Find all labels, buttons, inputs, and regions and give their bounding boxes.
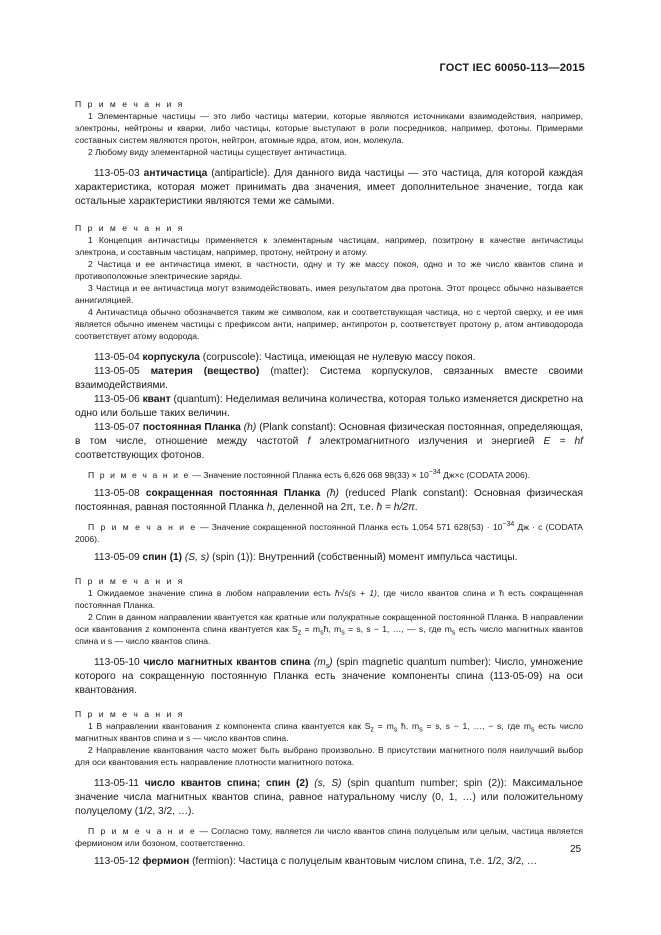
term-number: 113-05-12 xyxy=(94,856,140,867)
exponent: −34 xyxy=(428,469,441,477)
notes-heading: П р и м е ч а н и я xyxy=(75,709,185,719)
note-text: ħ, m xyxy=(397,721,420,731)
note-text: , где число квантов спина и ħ есть сокращенная постоянная Планка. xyxy=(75,588,584,610)
term-definition: (spin (1)): Внутренний (собственный) момент импульса частицы. xyxy=(212,552,518,563)
subscript: z xyxy=(297,629,302,637)
subscript: s xyxy=(419,726,423,734)
term-entry xyxy=(75,487,583,515)
term-entry xyxy=(75,855,583,869)
term-name: античастица xyxy=(143,168,208,179)
term-entry xyxy=(75,351,583,365)
term-entry xyxy=(75,167,583,209)
note-text: = m xyxy=(374,721,394,731)
document-code: ГОСТ IEC 60050-113—2015 xyxy=(439,62,585,74)
term-definition: (spin quantum number; spin (2)): Максимальное значение числа магнитных квантов спина, равное натуральному числу (0, 1, …) или положительному полуцелому (1/2, 3/2, …). xyxy=(75,778,583,817)
note-text: = s, s − 1, …, − s, где m xyxy=(422,721,531,731)
note-text: — Согласно тому, является ли число квантов спина полуцелым или целым, частица является фермионом или бозоном, соответственно. xyxy=(75,826,583,848)
term-symbol: ) xyxy=(329,657,337,668)
note-label: П р и м е ч а н и е xyxy=(88,826,197,836)
subscript: z xyxy=(370,726,375,734)
term-number: 113-05-04 xyxy=(94,352,140,363)
term-symbol: (s, S) xyxy=(308,778,348,789)
term-definition: (reduced Plank constant): Основная физическая постоянная, равная постоянной Планка xyxy=(75,488,583,513)
note-text: Дж · с (CODATA 2006). xyxy=(75,522,583,544)
page-content xyxy=(75,94,583,869)
term-definition: соответствующих фотонов. xyxy=(75,450,205,461)
exponent: −34 xyxy=(502,521,515,529)
note-paragraph xyxy=(75,611,583,647)
term-definition: (Plank constant): Основная физическая постоянная, определяющая, в том числе, отношение между частотой xyxy=(75,422,583,447)
note-paragraph xyxy=(75,521,583,545)
note-text: ħ, m xyxy=(323,624,342,634)
note-text: 1 В направлении квантования z компонента спина квантуется как S xyxy=(88,721,371,731)
note-paragraph: 3 Частица и ее античастица могут взаимодействовать, имея результатом два протона. Этот процесс обычно называется аннигиляцией. xyxy=(75,283,583,305)
term-entry xyxy=(75,365,583,393)
note-paragraph: 1 Элементарные частицы — это либо частицы материи, которые являются источниками взаимодействия, например, электроны, нейтроны и кварки, либо частицы, которые выступают в роли посредников, например, фотоны. Примерами составных систем являются протон, нейтрон, атомные ядра, атом, ион, молекула. xyxy=(75,111,583,145)
notes-heading: П р и м е ч а н и я xyxy=(75,576,185,586)
note-text: 2 Спин в данном направлении квантуется как кратные или полукратные сокращенной постоянной Планка. В направлении оси квантования z компонента спина квантуется как S xyxy=(75,612,583,634)
note-text: = s, s − 1, …, — s, где m xyxy=(344,624,452,634)
term-number: 113-05-05 xyxy=(94,366,140,377)
note-paragraph xyxy=(75,587,583,611)
note-text: — Значение сокращенной постоянной Планка есть 1,054 571 628(53) · 10 xyxy=(196,522,503,532)
subscript: s xyxy=(531,726,535,734)
term-symbol: (ħ) xyxy=(320,488,346,499)
term-name: корпускула xyxy=(142,352,200,363)
subscript: s xyxy=(393,726,398,734)
term-entry xyxy=(75,393,583,421)
term-name: материя (вещество) xyxy=(150,366,260,377)
term-entry xyxy=(75,656,583,698)
term-entry xyxy=(75,777,583,819)
note-label: П р и м е ч а н и е xyxy=(88,522,197,532)
note-label: П р и м е ч а н и е xyxy=(88,470,190,480)
term-name: сокращенная постоянная Планка xyxy=(145,488,321,499)
math-formula: ħ = h/2π xyxy=(376,502,415,513)
math-formula: E = hf xyxy=(543,436,584,447)
term-entry xyxy=(75,551,583,565)
term-definition: , деленной на 2π, т.е. xyxy=(272,502,377,513)
term-name: число магнитных квантов спина xyxy=(143,657,311,668)
note-paragraph xyxy=(75,720,583,744)
term-number: 113-05-10 xyxy=(94,657,140,668)
term-number: 113-05-07 xyxy=(94,422,140,433)
term-name: фермион xyxy=(142,856,190,867)
term-symbol: (m xyxy=(310,657,326,668)
term-name: постоянная Планка xyxy=(142,422,241,433)
math-symbol: f xyxy=(307,436,311,447)
term-name: квант xyxy=(142,394,171,405)
subscript: s xyxy=(341,629,345,637)
note-paragraph: 2 Направление квантования часто может быть выбрано произвольно. В присутствии магнитного поля наилучший выбор для оси квантования есть направление плотности магнитного потока. xyxy=(75,745,583,767)
note-text: = m xyxy=(301,624,321,634)
term-entry xyxy=(75,421,583,463)
note-text: есть число магнитных квантов спина и s — число квантов спина. xyxy=(75,721,584,743)
term-definition: (spin magnetic quantum number): Число, умножение которого на сокращенную постоянную Планка есть значение компоненты спина (113-05-09) на оси квантования. xyxy=(75,657,583,696)
term-definition: (corpuscole): Частица, имеющая не нулевую массу покоя. xyxy=(199,352,476,363)
notes-heading: П р и м е ч а н и я xyxy=(75,223,185,233)
subscript: s xyxy=(451,629,456,637)
term-symbol: (S, s) xyxy=(182,552,213,563)
math-symbol: h xyxy=(266,502,273,513)
note-paragraph xyxy=(75,469,583,481)
page-number: 25 xyxy=(570,844,582,855)
term-number: 113-05-08 xyxy=(94,488,140,499)
term-definition: (matter): Система корпускулов, связанных вместе своими взаимодействиями. xyxy=(75,366,583,391)
note-paragraph: 2 Частица и ее античастица имеют, в частности, одну и ту же массу покоя, одно и то же число квантов спина и противоположные электрические заряды. xyxy=(75,259,583,281)
term-definition: (quantum): Неделимая величина количества, которая только изменяется дискретно на одно или больше таких величин. xyxy=(75,394,583,419)
note-text: есть число магнитных квантов спина и s — число квантов спина. xyxy=(75,624,584,646)
term-name: спин (1) xyxy=(142,552,183,563)
term-definition: (antiparticle). Для данного вида частицы — это частица, для которой каждая характеристика, которая может принимать два значения, имеет дополнительное значение, тогда как остальные характеристики являются теми же самыми. xyxy=(75,168,583,207)
term-definition: . xyxy=(414,502,418,513)
note-text: Дж×с (CODATA 2006). xyxy=(440,470,530,480)
subscript: s xyxy=(325,663,330,671)
notes-heading: П р и м е ч а н и я xyxy=(75,99,185,109)
note-paragraph: 4 Античастица обычно обозначается таким же символом, как и соответствующая частица, но с чертой сверху, и ее имя является обычно именем частицы с префиксом анти, например, антипротон p, соответствует протону p, атом антиводорода соответствует атому водорода. xyxy=(75,307,583,341)
note-paragraph: 1 Концепция античастицы применяется к элементарным частицам, например, позитрону в качестве античастицы электрона, и составным частицам, например, протону, нейтрону и атому. xyxy=(75,235,583,257)
term-number: 113-05-09 xyxy=(94,552,140,563)
term-number: 113-05-03 xyxy=(94,168,140,179)
term-symbol: (h) xyxy=(240,422,260,433)
term-name: число квантов спина; спин (2) xyxy=(144,778,309,789)
note-text: — Значение постоянной Планка есть 6,626 068 98(33) × 10 xyxy=(189,470,429,480)
term-definition: (fermion): Частица с полуцелым квантовым числом спина, т.е. 1/2, 3/2, … xyxy=(189,856,538,867)
math-formula: ħ√s(s + 1) xyxy=(334,588,377,598)
note-paragraph xyxy=(75,825,583,849)
note-paragraph: 2 Любому виду элементарной частицы существует античастица. xyxy=(88,147,347,157)
note-text: 1 Ожидаемое значение спина в любом направлении есть xyxy=(88,588,335,598)
term-number: 113-05-11 xyxy=(94,778,139,789)
subscript: s xyxy=(320,629,324,637)
term-definition: электромагнитного излучения и энергией xyxy=(310,436,544,447)
term-number: 113-05-06 xyxy=(94,394,140,405)
